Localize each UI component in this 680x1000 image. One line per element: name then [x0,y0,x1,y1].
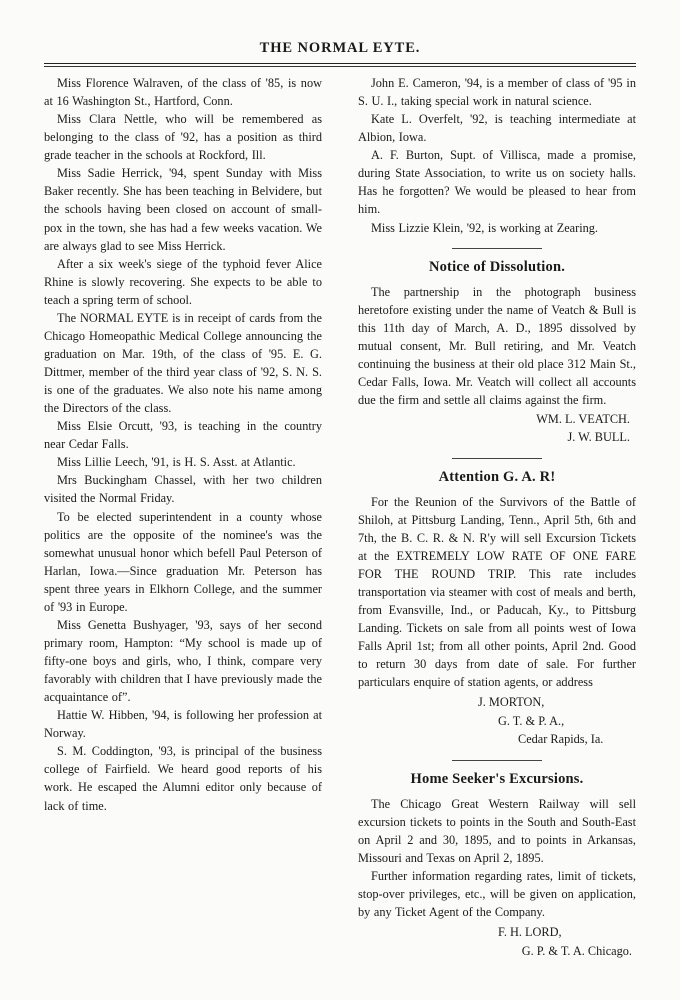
paragraph: Hattie W. Hibben, '94, is following her profession at Norway. [44,708,322,741]
paragraph: Miss Elsie Orcutt, '93, is teaching in the country near Cedar Falls. [44,419,322,452]
paragraph: Miss Clara Nettle, who will be remembered as belonging to the class of '92, has a position as third grade teacher in the schools at Rockford, Ill. [44,112,322,163]
signature-line: J. W. BULL. [567,429,630,444]
paragraph: Further information regarding rates, limit of tickets, stop-over privileges, etc., will be given on application, by any Ticket Agent of the Company. [358,868,636,920]
paragraph: Kate L. Overfelt, '92, is teaching intermediate at Albion, Iowa. [358,112,636,145]
paragraph: For the Reunion of the Survivors of the Battle of Shiloh, at Pittsburg Landing, Tenn., April 5th, 6th and 7th, the B. C. R. & N. R'y will sell Excursion Tickets at the EXTREMELY LOW RATE OF ONE FARE FOR THE ROUND TRIP. This rate includes transportation via steamer with cost of meals and berth, from Evansville, Ind., or Paducah, Ky., to Pittsburg Landing. Tickets on sale from all points west of Iowa Falls April 1st; from all other points, April 2nd. Good to return 30 days from date of sale. For further particulars enquire of station agents, or address [358,494,636,690]
signature-line: WM. L. VEATCH. [536,412,630,426]
signature-block-gar [358,693,636,748]
right-column [358,74,636,960]
article-columns [44,74,636,960]
section-heading-excursions: Home Seeker's Excursions. [410,770,584,787]
signature-line: J. MORTON, [478,695,545,710]
signature-line: Cedar Rapids, Ia. [518,732,604,747]
section-divider [452,760,542,761]
signature-line: F. H. LORD, [498,925,562,940]
paragraph: Miss Genetta Bushyager, '93, says of her second primary room, Hampton: “My school is made up of fifty-one boys and girls, who, I think, compare very favorably with children that I have previously made the acquaintance of”. [44,617,322,705]
page-title: THE NORMAL EYTE. [259,40,421,56]
paragraph: The Chicago Great Western Railway will sell excursion tickets to points in the South and South-East on April 2 and 30, 1895, and to points in Arkansas, Missouri and Texas on April 2, 1895. [358,796,636,865]
paragraph: After a six week's siege of the typhoid fever Alice Rhine is slowly recovering. She expects to be able to teach a spring term of school. [44,256,322,307]
section-divider [452,248,542,249]
masthead-rule-thin [44,66,636,67]
paragraph: John E. Cameron, '94, is a member of class of '95 in S. U. I., taking special work in natural science. [358,76,636,109]
signature-line: G. P. & T. A. Chicago. [521,943,632,958]
signature-line: G. T. & P. A., [498,713,565,728]
paragraph: Mrs Buckingham Chassel, with her two children visited the Normal Friday. [44,473,322,506]
paragraph: The partnership in the photograph business heretofore existing under the name of Veatch & Bull is this 11th day of March, A. D., 1895 dissolved by mutual consent, Mr. Bull retiring, and Mr. Veatch continuing the business at their old place 312 Main St., Cedar Falls, Iowa. Mr. Veatch will collect all accounts due the firm and settle all claims against the firm. [358,284,636,407]
paragraph: To be elected superintendent in a county whose politics are the opposite of the nominee's was the somewhat unusual honor which befell Paul Peterson of Harlan, Iowa.—Since graduation Mr. Peterson has spent three years in Elkhorn College, and the summer of '93 in Europe. [44,509,322,614]
section-heading-gar: Attention G. A. R! [438,468,556,485]
signature-block-excursions [358,923,636,960]
paragraph: Miss Florence Walraven, of the class of '85, is now at 16 Washington St., Hartford, Conn. [44,76,322,109]
masthead-rule-thick [44,63,636,64]
section-heading-dissolution: Notice of Dissolution. [428,258,566,275]
paragraph: S. M. Coddington, '93, is principal of the business college of Fairfield. We heard good reports of his work. He escaped the Alumni editor only because of lack of time. [44,744,322,813]
paragraph: The NORMAL EYTE is in receipt of cards from the Chicago Homeopathic Medical College announcing the graduation on Mar. 19th, of the class of '95. E. G. Dittmer, member of the third year class of '92, S. N. S. is one of the graduates. We also note his name among the Directors of the class. [44,310,322,416]
signature-block-dissolution [358,411,636,447]
paragraph: Miss Lizzie Klein, '92, is working at Zearing. [371,220,599,235]
paragraph: Miss Sadie Herrick, '94, spent Sunday with Miss Baker recently. She has been teaching in Belvidere, but the schools having been closed on account of small-pox in the town, she has had a few weeks vacation. We are always glad to see Miss Herrick. [44,166,322,253]
section-divider [452,458,542,459]
paragraph: Miss Lillie Leech, '91, is H. S. Asst. at Atlantic. [57,455,296,470]
paragraph: A. F. Burton, Supt. of Villisca, made a promise, during State Association, to write us on society halls. Has he forgotten? We would be pleased to hear from him. [358,148,636,217]
left-column [44,74,322,960]
